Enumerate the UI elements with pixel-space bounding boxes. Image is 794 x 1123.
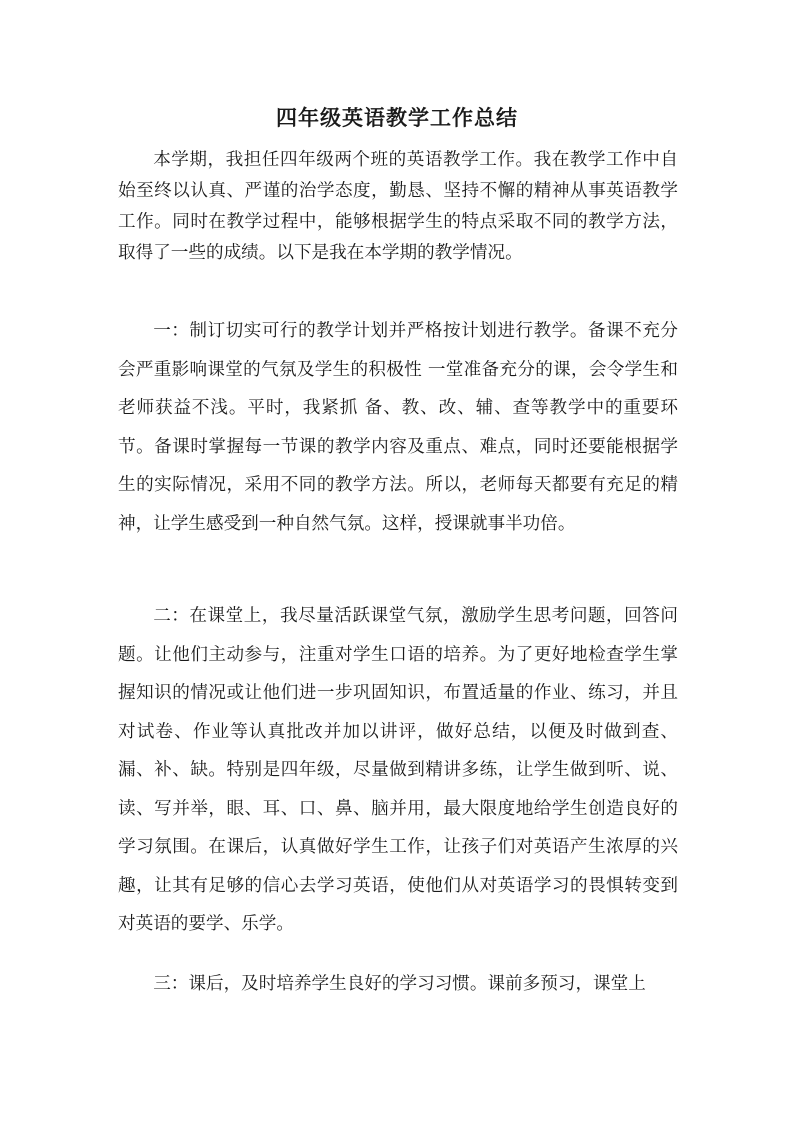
paragraph-intro: 本学期，我担任四年级两个班的英语教学工作。我在教学工作中自始至终以认真、严谨的治学态度，勤恳、坚持不懈的精神从事英语教学工作。同时在教学过程中，能够根据学生的特点采取不同的教学方法，取得了一些的成绩。以下是我在本学期的教学情况。 (118, 150, 678, 263)
paragraph-section-1: 一：制订切实可行的教学计划并严格按计划进行教学。备课不充分会严重影响课堂的气氛及学生的积极性 一堂准备充分的课，会令学生和老师获益不浅。平时，我紧抓 备、教、改、辅、查等教学中的重要环节。备课时掌握每一节课的教学内容及重点、难点，同时还要能根据学生的实际情况，采用不同的教学方法。所以，老师每天都要有充足的精神，让学生感受到一种自然气氛。这样，授课就事半功倍。 (118, 321, 678, 534)
document-title: 四年级英语教学工作总结 (276, 105, 518, 130)
paragraph-section-3: 三：课后，及时培养学生良好的学习习惯。课前多预习，课堂上 (153, 974, 646, 994)
paragraph-section-2: 二：在课堂上，我尽量活跃课堂气氛，激励学生思考问题，回答问题。让他们主动参与，注重对学生口语的培养。为了更好地检查学生掌握知识的情况或让他们进一步巩固知识，布置适量的作业、练习，并且对试卷、作业等认真批改并加以讲评，做好总结，以便及时做到查、漏、补、缺。特别是四年级，尽量做到精讲多练，让学生做到听、说、读、写并举，眼、耳、口、鼻、脑并用，最大限度地给学生创造良好的学习氛围。在课后，认真做好学生工作，让孩子们对英语产生浓厚的兴趣，让其有足够的信心去学习英语，使他们从对英语学习的畏惧转变到对英语的要学、乐学。 (118, 606, 678, 934)
